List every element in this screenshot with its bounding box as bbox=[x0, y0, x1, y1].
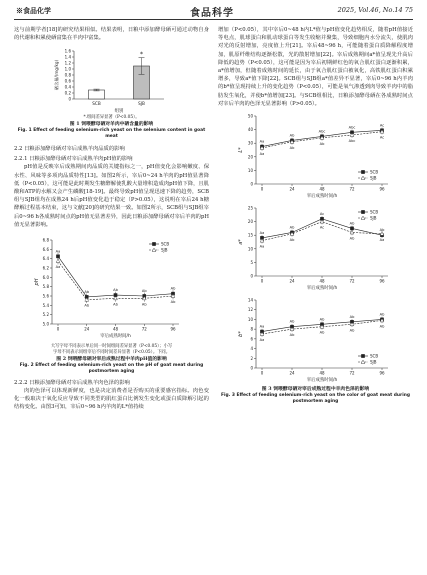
fig1-caption-en: Fig. 1 Effect of feeding selenium-rich yeast on the selenium content in goat meat bbox=[17, 128, 206, 139]
text-line: SJB组宰后0~96 h各成熟时间点的pH值无显著差异，因 bbox=[14, 205, 209, 220]
x-axis-label: 宰后成熟时间/h bbox=[306, 194, 338, 200]
fig3-lstar-line-chart bbox=[218, 110, 413, 202]
y-tick-label: 1.2 bbox=[64, 60, 71, 66]
point-label: Ab bbox=[319, 330, 325, 335]
y-tick-label: 1.0 bbox=[64, 66, 71, 72]
point-label: Ab bbox=[289, 319, 295, 324]
fig1-bar-chart bbox=[14, 45, 209, 115]
y-tick-label: 0 bbox=[250, 365, 253, 371]
text-line: 肉的色泽可以体现新鲜度，也是决定消费者是否购 bbox=[24, 387, 144, 394]
x-tick-label: 96 bbox=[379, 370, 385, 376]
fig1-caption-cn: 图 1 饲喂酵母硒对羊肉中硒含量的影响 bbox=[69, 121, 154, 128]
y-tick-label: 30 bbox=[247, 140, 253, 146]
point-label: Ac bbox=[319, 211, 325, 216]
text-line: 可能随着蛋白质降解程度增加，肌原纤维结构逐渐松散， bbox=[218, 43, 413, 58]
point-label: Ab bbox=[289, 225, 295, 230]
point-label: Ab bbox=[113, 288, 118, 293]
data-point bbox=[361, 210, 364, 213]
point-label: Aa bbox=[55, 249, 61, 254]
y-tick-label: 0 bbox=[250, 181, 253, 187]
right-column bbox=[218, 26, 413, 405]
journal-section: ※食品化学 bbox=[16, 6, 51, 15]
fig3-caption-cn: 图 3 饲喂酵母硒对宰后成熟过程中羊肉色泽的影响 bbox=[261, 386, 370, 393]
data-point bbox=[152, 242, 155, 245]
x-tick-label: 96 bbox=[379, 186, 385, 192]
point-label: Ab bbox=[170, 286, 176, 291]
point-label: Ab bbox=[141, 302, 147, 307]
point-label: Ab bbox=[113, 302, 118, 307]
data-point bbox=[56, 255, 59, 258]
text-line: 此日粮添加酵母硒对宰后羊肉的pH值无显著影响。 bbox=[14, 213, 210, 228]
y-axis-label: b* bbox=[238, 331, 244, 337]
bar bbox=[89, 90, 105, 99]
point-label: Ab bbox=[319, 141, 325, 146]
x-tick-label: 96 bbox=[170, 326, 176, 332]
text-line: 宰后0~96 h内羊肉的b*值呈现持续上升的变化趋势 bbox=[218, 76, 413, 91]
text-line: 化趋势相反，随着pH值接近等电点，肌球蛋白和肌动 bbox=[218, 27, 414, 42]
point-label: Ac bbox=[319, 225, 325, 230]
text-line: 买的重要感官指标。肉色变化一般取决于氧化反应导致 bbox=[14, 387, 209, 403]
point-label: Aa bbox=[259, 139, 265, 144]
header-rule bbox=[14, 19, 413, 20]
text-line: 加酵母硒在各成熟时间点对宰后羊肉的色泽无显著影响 bbox=[218, 92, 413, 107]
text-line: 增加（P<0.05），其中宰后0~48 h内L*值与pH值变 bbox=[218, 27, 346, 33]
legend-label: SJB bbox=[370, 175, 377, 181]
y-tick-label: 6.2 bbox=[42, 265, 49, 271]
y-axis-label: 硒含量/(mg/kg) bbox=[54, 60, 59, 91]
legend-label: SCB bbox=[370, 209, 379, 215]
data-point bbox=[361, 354, 364, 357]
journal-logo: 食品科学 bbox=[190, 8, 234, 19]
y-tick-label: 5.8 bbox=[42, 284, 49, 290]
y-tick-label: 12 bbox=[247, 307, 253, 313]
point-label: Ab bbox=[379, 228, 385, 233]
x-tick-label: 48 bbox=[112, 326, 119, 332]
y-tick-label: 14 bbox=[247, 297, 253, 303]
y-tick-label: 5 bbox=[250, 259, 253, 265]
point-label: Ab bbox=[349, 328, 355, 333]
point-label: Aa bbox=[259, 244, 265, 249]
point-label: Abc bbox=[348, 125, 356, 130]
x-axis-label: 宰后成熟时间/h bbox=[306, 378, 338, 384]
legend-label: SCB bbox=[370, 353, 379, 359]
text-line: 性[13]。如图2所示，宰后0~24 h羊肉的pH值显著降低 bbox=[14, 172, 209, 187]
point-label: Aa bbox=[259, 151, 265, 156]
intro-text bbox=[14, 26, 209, 42]
text-line: 肌肉对光的反射增加，亮度值上升[21]。宰后48~96 h， bbox=[218, 35, 413, 50]
x-tick-label: 48 bbox=[319, 278, 325, 284]
color-paragraph bbox=[218, 26, 413, 108]
subsection-1-heading: 2.2.1 日粮添加酵母硒对宰后成熟羊肉pH值的影响 bbox=[14, 156, 133, 163]
fig3-bstar-line-chart bbox=[218, 294, 413, 386]
text-line: 肪发生氧化，并使b*值增加[23]。与SCB组相比，日粮添 bbox=[218, 92, 355, 99]
fig1-footnote: *.组间差异显著（P<0.05）。 bbox=[83, 115, 140, 121]
text-line: 球蛋白等发生收缩并聚集，导致细胞内水分流失，使 bbox=[277, 35, 403, 42]
text-line: 势，SCB组与SJB组均在成熟24 h后pH值变化趋于稳定 bbox=[14, 189, 209, 204]
point-label: Ac bbox=[379, 123, 385, 128]
y-tick-label: 10 bbox=[247, 246, 253, 252]
y-tick-label: 40 bbox=[247, 127, 253, 133]
journal-issue: 2025, Vol.46, No.14 75 bbox=[337, 6, 413, 14]
point-label: Aa bbox=[259, 324, 265, 329]
text-line: 肌红蛋白逐渐积累，a*值增加，但随着成熟时间的延长， bbox=[218, 59, 413, 75]
point-label: Ab bbox=[289, 333, 295, 338]
legend-label: SJB bbox=[370, 359, 377, 365]
text-line: pH值是反映宰后成熟期间肉品质的关键指标之一， bbox=[24, 164, 147, 171]
legend-label: SCB bbox=[370, 169, 379, 175]
point-label: Ab bbox=[319, 317, 325, 322]
point-label: Ab bbox=[379, 312, 385, 317]
point-label: Ab bbox=[141, 289, 147, 294]
text-line: 趋势（P<0.05），这可能是因为宰后初期鲜红色的氧合 bbox=[234, 59, 365, 66]
x-axis-label: 宰后成熟时间/h bbox=[306, 286, 338, 292]
fig2-caption-en-2: postmortem aging bbox=[88, 368, 135, 374]
point-label: Ab bbox=[84, 289, 90, 294]
data-point bbox=[350, 227, 353, 230]
fig2-caption-cn: 图 2 饲喂酵母硒对宰后成熟过程中羊肉pH值的影响 bbox=[56, 356, 167, 363]
y-tick-label: 6.4 bbox=[42, 256, 49, 262]
text-line: 富集。 bbox=[88, 35, 105, 42]
y-tick-label: 25 bbox=[247, 205, 253, 211]
y-tick-label: 0.4 bbox=[64, 84, 71, 90]
text-line: 又会产生磷酸[18-19]。最终导致pH值呈现迅速下降的趋 bbox=[51, 189, 187, 196]
fig2-note-2: 字母不同表示同组宰后不同时间差异显著（P<0.05）。下同。 bbox=[52, 350, 171, 356]
y-tick-label: 6.6 bbox=[42, 246, 49, 252]
x-tick-label: 0 bbox=[260, 186, 264, 192]
x-tick-label: 72 bbox=[349, 278, 355, 284]
text-line: 这与文献[20]的研究结果一致。如图2所示，SCB组与 bbox=[61, 205, 189, 212]
point-label: Aa bbox=[259, 338, 265, 343]
point-label: Ab bbox=[349, 221, 355, 226]
point-label: Aa bbox=[55, 265, 61, 270]
point-label: Aa bbox=[379, 237, 385, 242]
figure-3 bbox=[218, 110, 413, 405]
x-tick-label: 24 bbox=[84, 326, 90, 332]
y-tick-label: 5.6 bbox=[42, 293, 49, 299]
y-tick-label: 20 bbox=[247, 154, 253, 160]
y-tick-label: 8 bbox=[250, 326, 253, 332]
x-tick-label: 72 bbox=[349, 186, 355, 192]
point-label: Ab bbox=[289, 237, 295, 242]
text-line: 由于氧合肌红蛋白被氧化，高铁肌红蛋白积累增多， bbox=[218, 68, 413, 83]
section-heading: 2.2 日粮添加酵母硒对宰后成熟羊肉品质的影响 bbox=[14, 146, 125, 152]
x-tick-label: 72 bbox=[141, 326, 147, 332]
text-line: 导致a*值下降[22]。SCB组与SJB组a*值差异不显著， bbox=[234, 76, 366, 83]
text-line: pH值变化会影响嫩度、保水性、风味等多项肉品质特 bbox=[14, 164, 209, 179]
y-tick-label: 5.0 bbox=[42, 321, 49, 327]
x-tick-label: 0 bbox=[56, 326, 60, 332]
fig3-astar-line-chart bbox=[218, 202, 413, 294]
figure-2 bbox=[14, 232, 209, 375]
fig3-caption-en-2: postmortem aging bbox=[292, 398, 339, 404]
x-tick-label: 72 bbox=[349, 370, 355, 376]
y-tick-label: 10 bbox=[247, 167, 253, 173]
point-label: Ab bbox=[289, 145, 295, 150]
text-line: 这与前期学者[18]的研究结果相似。结果表明，日粮中添加 bbox=[14, 27, 155, 33]
fig2-note-1: 大写字母不同表示单后同一时间组间差异显著（P<0.05）；小写 bbox=[50, 344, 173, 350]
y-tick-label: 0 bbox=[250, 273, 253, 279]
text-line: （P<0.05），可能是氧气渗透到肉导致羊肉中的脂 bbox=[293, 84, 413, 91]
point-label: Ac bbox=[379, 135, 385, 140]
y-tick-label: 2 bbox=[250, 355, 253, 361]
sub1-paragraph bbox=[14, 163, 209, 229]
left-column bbox=[14, 26, 209, 411]
y-tick-label: 6.0 bbox=[42, 274, 49, 280]
significance-mark: * bbox=[140, 51, 143, 59]
x-tick-label: 48 bbox=[319, 370, 325, 376]
point-label: Ab bbox=[289, 133, 295, 138]
legend-label: SJB bbox=[161, 247, 168, 253]
point-label: Aa bbox=[259, 230, 265, 235]
x-tick-label: 96 bbox=[379, 278, 385, 284]
fig2-ph-line-chart bbox=[14, 232, 209, 344]
page-header bbox=[0, 0, 427, 22]
y-tick-label: 0 bbox=[68, 96, 71, 102]
text-line: 光的散射增加[22]。宰后成熟期间a*值呈现先升高后降低的 bbox=[218, 51, 413, 66]
y-tick-label: 4 bbox=[250, 346, 253, 352]
point-label: Ab bbox=[170, 300, 176, 305]
text-line: 酵母硒可通过动物自身的代谢和积累使硒富集在羊肉中 bbox=[14, 27, 209, 42]
text-line: （P>0.05）。 bbox=[286, 100, 320, 107]
x-tick-label: SJB bbox=[138, 101, 145, 107]
legend-label: SCB bbox=[161, 241, 170, 247]
y-tick-label: 15 bbox=[247, 232, 253, 238]
text-line: （P>0.05），这说明在宰后24 h糖酵解过程基本结束， bbox=[14, 197, 209, 212]
y-tick-label: 0.6 bbox=[64, 78, 71, 84]
data-point bbox=[361, 170, 364, 173]
x-tick-label: 24 bbox=[289, 186, 295, 192]
y-tick-label: 1.4 bbox=[64, 54, 71, 60]
y-tick-label: 5.4 bbox=[42, 302, 49, 308]
x-tick-label: 24 bbox=[289, 370, 295, 376]
point-label: Abc bbox=[318, 129, 326, 134]
y-tick-label: 20 bbox=[247, 219, 253, 225]
y-tick-label: 6.8 bbox=[42, 237, 49, 243]
figure-1 bbox=[14, 45, 209, 140]
fig3-caption-en-1: Fig. 3 Effect of feeding selenium-rich yeast on the color of goat meat during bbox=[221, 392, 410, 398]
text-line: 量堆积造成肉pH值下降，且肌酸和ATP的水解 bbox=[14, 180, 209, 196]
legend-label: SJB bbox=[370, 215, 377, 221]
y-tick-label: 0.8 bbox=[64, 72, 71, 78]
x-tick-label: 0 bbox=[260, 278, 264, 284]
subsection-2-heading: 2.2.2 日粮添加酵母硒对宰后成熟羊肉色泽的影响 bbox=[14, 379, 130, 386]
y-tick-label: 1.6 bbox=[64, 48, 71, 54]
point-label: Ab bbox=[84, 303, 90, 308]
point-label: Ab bbox=[349, 314, 355, 319]
text-line: 不同类型的肌红蛋白比例发生变化或蛋白质降解引起的 bbox=[79, 396, 209, 403]
x-tick-label: 24 bbox=[289, 278, 295, 284]
x-tick-label: 48 bbox=[319, 186, 325, 192]
point-label: Ab bbox=[379, 324, 385, 329]
x-tick-label: SCB bbox=[92, 101, 101, 107]
y-axis-label: L* bbox=[238, 147, 244, 153]
data-point bbox=[56, 259, 60, 263]
text-line: （P<0.05），这可能是此时期发生糖酵解使乳酸大 bbox=[19, 180, 138, 187]
x-axis-label: 宰后成熟时间/h bbox=[100, 334, 131, 340]
y-tick-label: 10 bbox=[247, 316, 253, 322]
text-line: 结构变化。由图3可知，宰后0~96 h内羊肉的L*值持续 bbox=[14, 404, 144, 411]
y-axis-label: a* bbox=[238, 239, 244, 245]
y-tick-label: 50 bbox=[247, 113, 253, 119]
x-tick-label: 0 bbox=[260, 370, 264, 376]
y-tick-label: 0.2 bbox=[64, 90, 71, 96]
x-axis-label: 组别 bbox=[114, 109, 124, 115]
y-tick-label: 6 bbox=[250, 336, 253, 342]
fig2-caption-en-1: Fig. 2 Effect of feeding selenium-rich yeast on the pH of goat meat during bbox=[19, 362, 204, 368]
point-label: Abc bbox=[348, 139, 356, 144]
y-tick-label: 5.2 bbox=[42, 312, 49, 318]
y-axis-label: pH bbox=[34, 278, 40, 286]
point-label: Ab bbox=[349, 236, 355, 241]
sub2-paragraph bbox=[14, 387, 209, 412]
